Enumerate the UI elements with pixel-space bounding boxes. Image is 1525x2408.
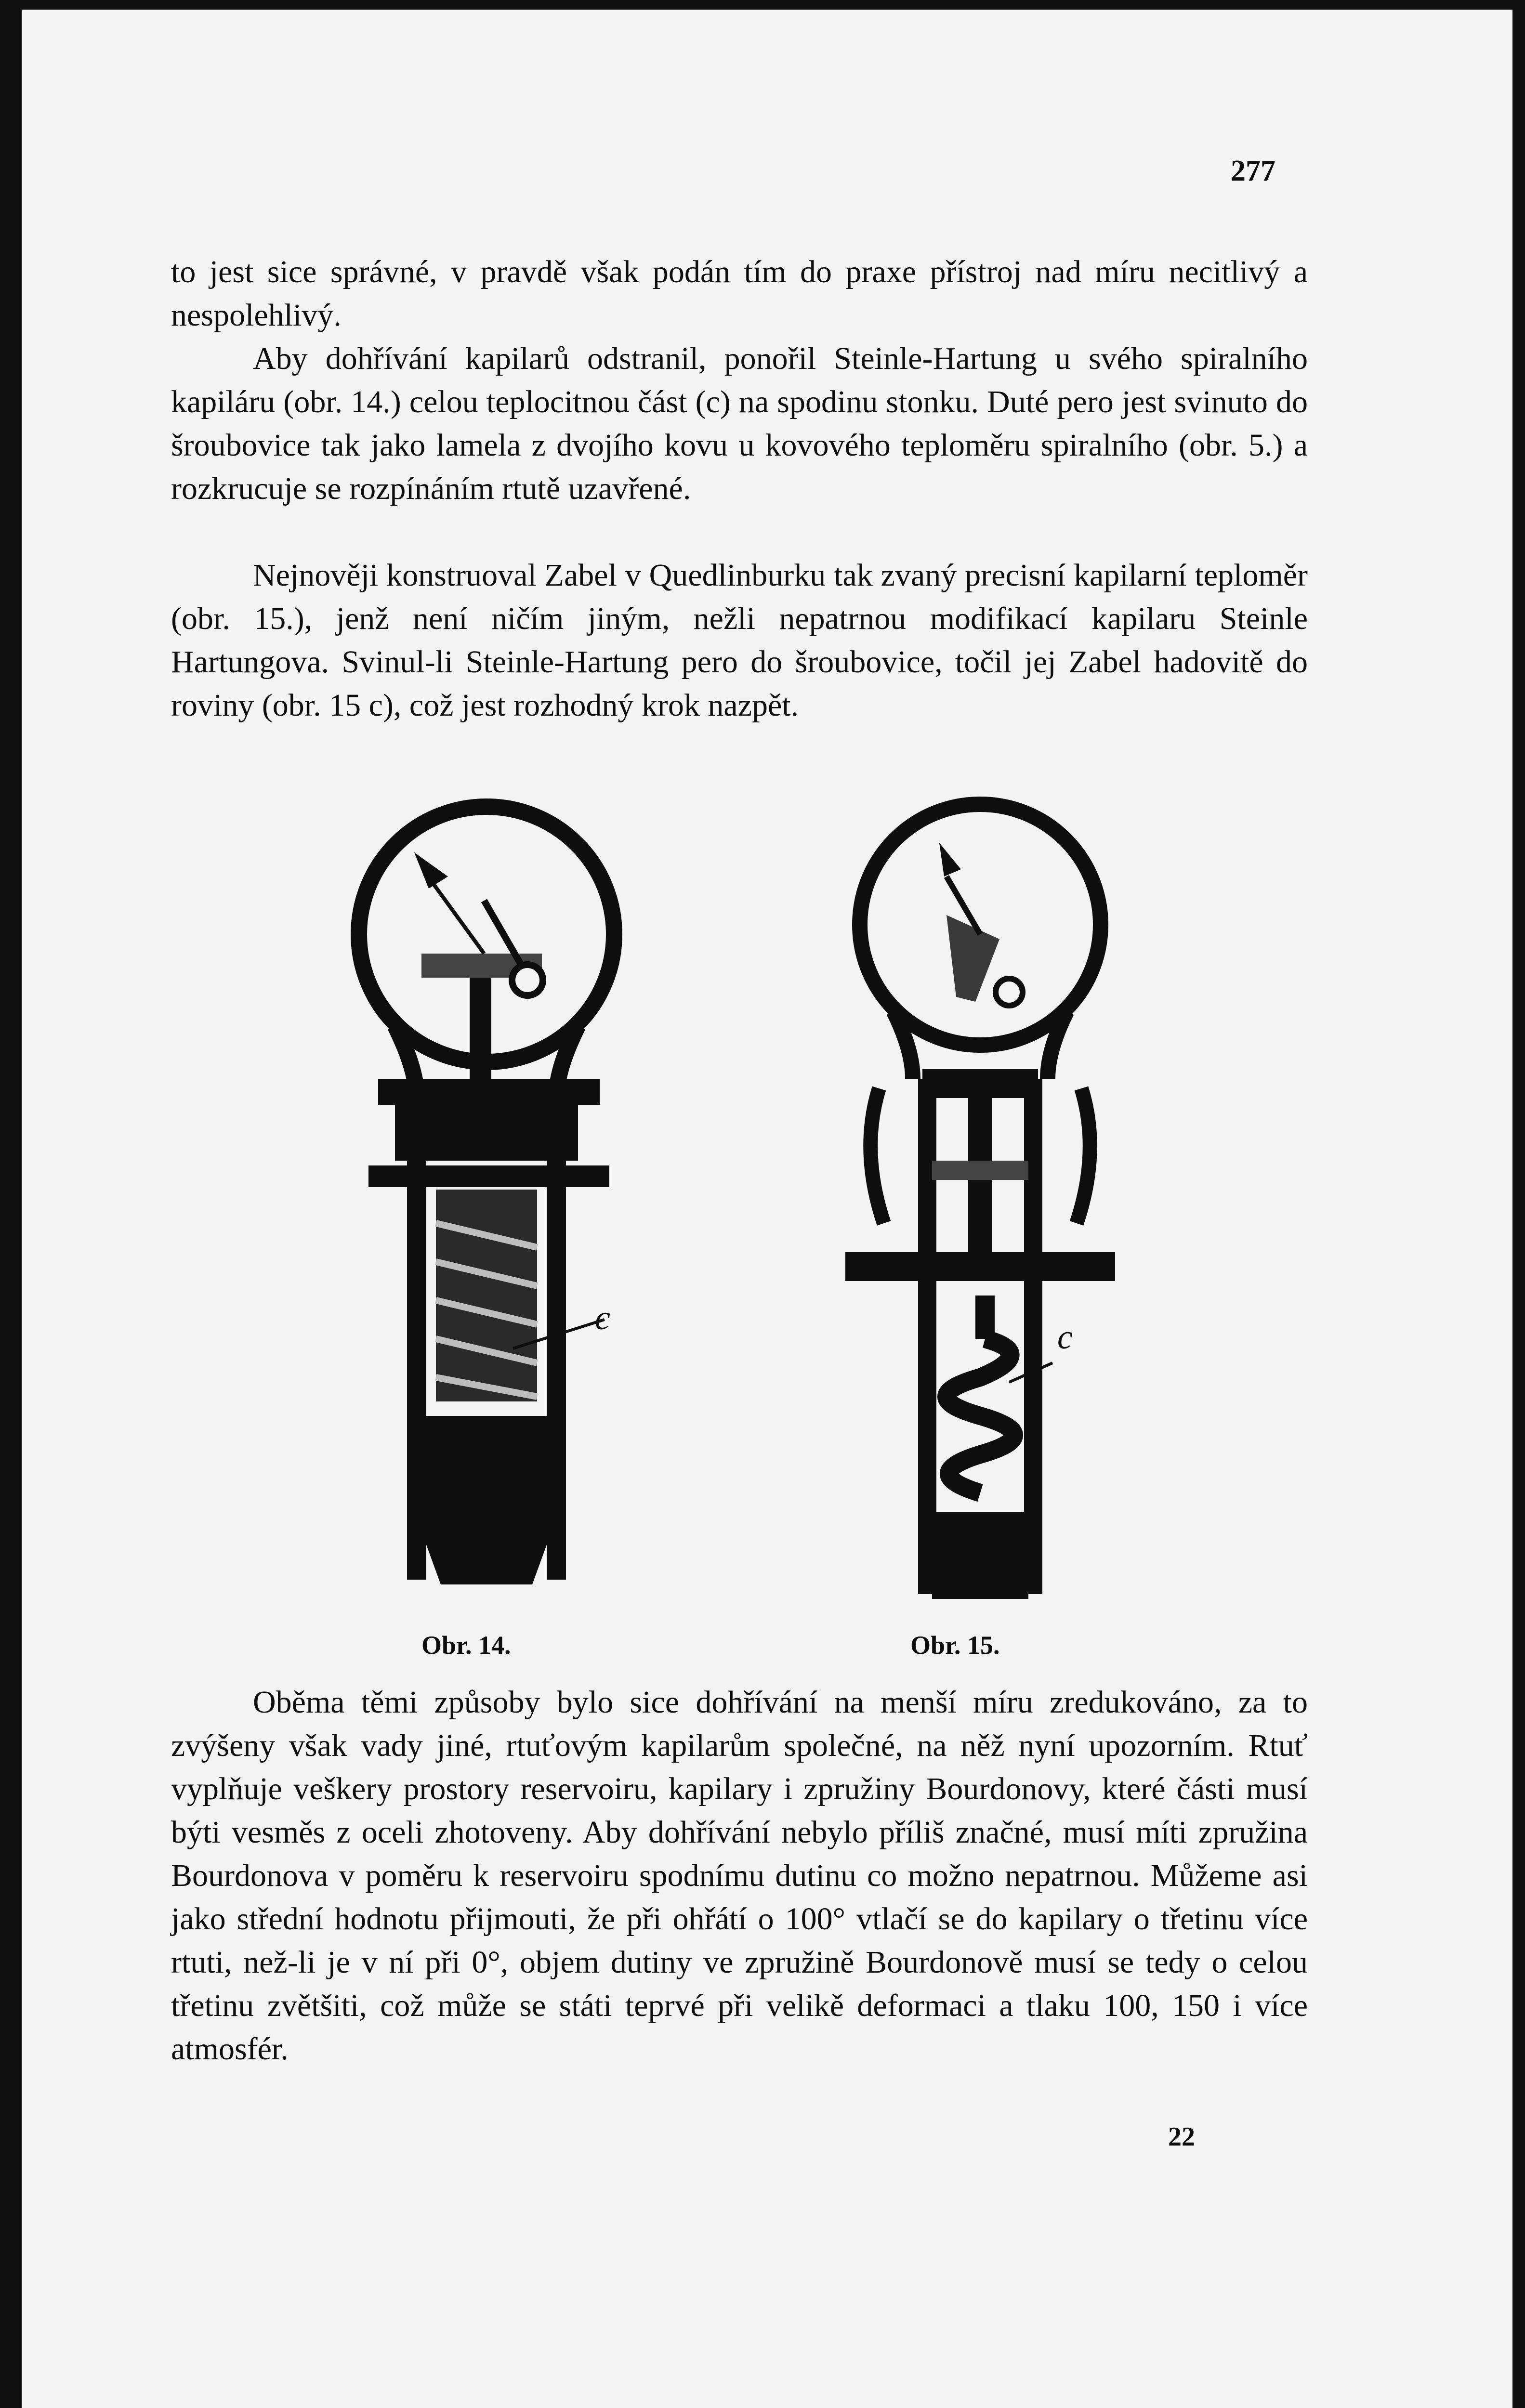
signature-mark: 22 <box>1168 2122 1195 2152</box>
figure-15-caption: Obr. 15. <box>910 1631 1000 1660</box>
figure-14-drawing <box>349 790 686 1642</box>
paragraph-2 <box>171 337 1308 510</box>
page-number: 277 <box>1231 155 1275 187</box>
paragraph-3-text: Nejnověji konstruoval Zabel v Quedlinburku tak zvaný precisní kapilarní teploměr (obr. 15.), jenž není ničím jiným, nežli nepatrnou modifikací kapilaru Steinle Hartungova. Svinul-li Steinle-Hartung pero do šroubovice, točil jej Zabel hadovitě do roviny (obr. 15 c), což jest rozhodný krok nazpět. <box>171 558 1308 723</box>
figure-14-label: c <box>595 1298 610 1337</box>
paragraph-2-text: Aby dohřívání kapilarů odstranil, ponořil Steinle-Hartung u svého spiralního kapiláru (obr. 14.) celou teplocitnou část (c) na spodinu stonku. Duté pero jest svinuto do šroubovice tak jako lamela z dvojího kovu u kovového teploměru spiralního (obr. 5.) a rozkrucuje se rozpínáním rtutě uzavřené. <box>171 341 1308 506</box>
paragraph-3 <box>171 554 1308 727</box>
paragraph-4 <box>171 1681 1308 2071</box>
paragraph-1: to jest sice správné, v pravdě však podán tím do praxe přístroj nad míru necitlivý a nespolehlivý. <box>171 254 1308 333</box>
figure-14-caption: Obr. 14. <box>421 1631 511 1660</box>
figure-15-drawing <box>836 790 1125 1623</box>
paragraph-4-text: Oběma těmi způsoby bylo sice dohřívání na menší míru zredukováno, za to zvýšeny však vady jiné, rtuťovým kapilarům společné, na něž nyní upozorním. Rtuť vyplňuje veškery prostory reservoiru, kapilary i zpružiny Bourdonovy, které části musí býti vesměs z oceli zhotoveny. Aby dohřívání nebylo příliš značné, musí míti zpružina Bourdonova v poměru k reservoiru spodnímu dutinu co možno nepatrnou. Můžeme asi jako střední hodnotu přijmouti, že při ohřátí o 100° vtlačí se do kapilary o třetinu více rtuti, než-li je v ní při 0°, objem dutiny ve zpružině Bourdonově musí se tedy o celou třetinu zvětšiti, což může se státi teprvé při velikě deformaci a tlaku 100, 150 i více atmosfér. <box>171 1685 1308 2067</box>
book-page <box>22 10 1512 2408</box>
figure-15-label: c <box>1057 1318 1073 1356</box>
